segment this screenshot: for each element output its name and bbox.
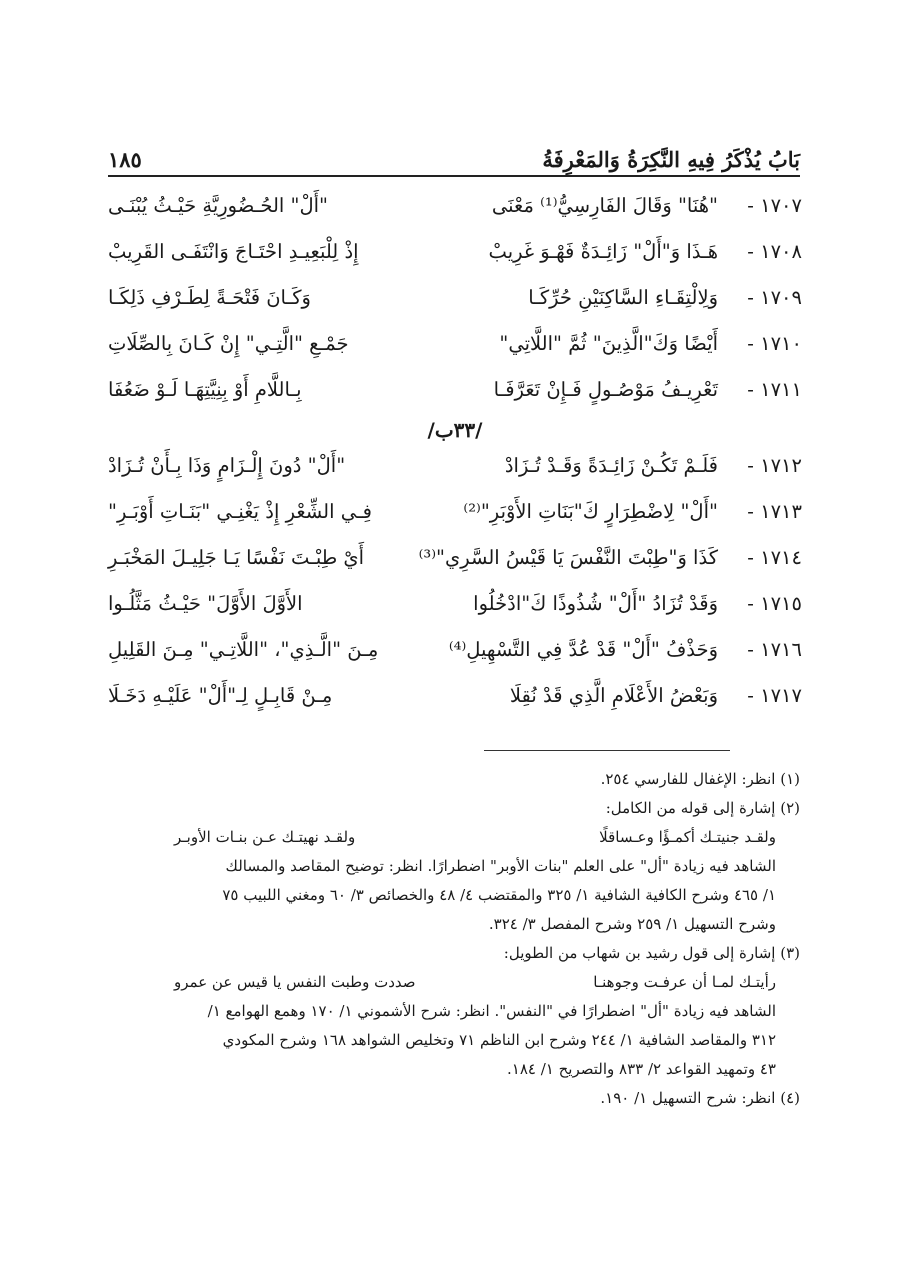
verse-second-hemistich: جَمْـعِ "الَّتِـي" إِنْ كَـانَ بِالصِّلَاتِ [108,331,349,355]
verse-row [108,320,802,366]
verse-first-hemistich: فَلَـمْ تَكُـنْ زَائِـدَةً وَقَـدْ تُـزَادْ [504,453,718,477]
verse-row [108,182,802,228]
footnote-3-line-1: الشاهد فيه زيادة "أل" اضطرارًا في "النفس". انظر: شرح الأشموني ١/ ١٧٠ وهمع الهوامع ١/ [207,1002,776,1020]
verse-second-hemistich: مِـنْ قَابِـلٍ لِـ"أَلْ" عَلَيْـهِ دَخَـلَا [108,683,333,707]
verse-second-hemistich: الأَوَّلَ الأَوَّلَ" حَيْـثُ مَثَّلُـوا [108,591,303,615]
verse-row [108,228,802,274]
verse-number: ١٧٠٩ - [747,285,802,309]
footnote-2-intro: (٢) إشارة إلى قوله من الكامل: [605,799,800,817]
verse-number: ١٧١٢ - [747,453,802,477]
verse-number: ١٧١٣ - [747,499,802,523]
verse-first-hemistich: وَبَعْضُ الأَعْلَامِ الَّذِي قَدْ نُقِلَا [509,683,718,707]
verse-row [108,580,802,626]
footnotes [108,765,800,1113]
verse-second-hemistich: وَكَـانَ فَتْحَـةً لِطَـرْفِ ذَلِكَـا [108,285,311,309]
verse-first-hemistich: أَيْضًا وَكَ"الَّذِينَ" ثُمَّ "اللَّاتِي" [499,331,718,355]
verse-number: ١٧١٦ - [747,637,802,661]
verse-row [108,672,802,718]
footnote-2-line-2: ١/ ٤٦٥ وشرح الكافية الشافية ١/ ٣٢٥ والمقتضب ٤/ ٤٨ والخصائص ٣/ ٦٠ ومغني اللبيب ٧٥ [222,886,776,904]
verse-row [108,488,802,534]
verse-number: ١٧١٥ - [747,591,802,615]
footnote-3-line-3: ٤٣ وتمهيد القواعد ٢/ ٨٣٣ والتصريح ١/ ١٨٤. [507,1060,776,1078]
verse-number: ١٧٠٨ - [747,239,802,263]
verse-first-hemistich: وَقَدْ تُزَادُ "أَلْ" شُذُوذًا كَ"ادْخُلُوا [473,591,718,615]
footnote-3-poem-first: رأيتـك لمـا أن عرفـت وجوهنـا [593,973,776,991]
verse-row [108,626,802,672]
footnote-3-poem-second: صددت وطبت النفس يا قيس عن عمرو [174,973,416,991]
verse-row [108,442,802,488]
footnote-3-poem [108,968,800,997]
verse-first-hemistich: وَلِالْتِقَـاءِ السَّاكِنَيْنِ حُرِّكَـا [528,285,718,309]
verse-number: ١٧٠٧ - [747,193,802,217]
verse-number: ١٧١١ - [747,377,802,401]
verse-first-hemistich: هَـذَا وَ"أَلْ" زَائِـدَةٌ فَهْـوَ غَرِيبْ [488,239,718,263]
verse-second-hemistich: إِذْ لِلْبَعِيـدِ احْتَـاجَ وَانْتَفَـى القَرِيبْ [108,239,359,263]
verse-first-hemistich: وَحَذْفُ "أَلْ" قَدْ عُدَّ فِي التَّسْهِيلِ⁽⁴⁾ [448,637,718,661]
verse-first-hemistich: "أَلْ" لِاضْطِرَارٍ كَ"بَنَاتِ الأَوْبَرِ"⁽²⁾ [463,499,718,523]
verse-second-hemistich: "أَلْ" دُونَ إِلْـزَامٍ وَذَا بِـأَنْ تُـزَادْ [108,453,346,477]
verse-row [108,366,802,412]
running-head [108,132,800,172]
verse-row [108,534,802,580]
verse-row [108,274,802,320]
page-number: ١٨٥ [108,147,142,172]
verse-second-hemistich: فِـي الشِّعْرِ إِذْ يَغْنِـي "بَنَـاتِ أَوْبَـرِ" [108,499,372,523]
footnote-rule [484,750,730,751]
verse-second-hemistich: بِـاللَّامِ أَوْ بِنِيَّتِهَـا لَـوْ ضَعُفَا [108,377,302,401]
verse-number: ١٧١٧ - [747,683,802,707]
verse-first-hemistich: كَذَا وَ"طِبْتَ النَّفْسَ يَا قَيْسُ السَّرِي"⁽³⁾ [418,545,718,569]
footnote-3-line-2: ٣١٢ والمقاصد الشافية ١/ ٢٤٤ وشرح ابن الناظم ٧١ وتخليص الشواهد ١٦٨ وشرح المكودي [222,1031,776,1049]
footnote-3-intro: (٣) إشارة إلى قول رشيد بن شهاب من الطويل: [503,944,800,962]
footnote-4: (٤) انظر: شرح التسهيل ١/ ١٩٠. [600,1089,800,1107]
verse-second-hemistich: "أَلْ" الحُـضُورِيَّةِ حَيْـثُ يُبْنَـى [108,193,329,217]
footnote-2-poem-first: ولقـد جنيتـك أكمـؤًا وعـساقلًا [599,828,776,846]
verse-block-1 [108,182,802,412]
verse-number: ١٧١٤ - [747,545,802,569]
chapter-title: بَابُ يُذْكَرُ فِيهِ النَّكِرَةُ وَالمَعْرِفَةُ [542,147,800,172]
verse-first-hemistich: تَعْرِيـفُ مَوْصُـولٍ فَـإِنْ تَعَرَّفَـا [493,377,718,401]
footnote-2-line-3: وشرح التسهيل ١/ ٢٥٩ وشرح المفصل ٣/ ٣٢٤. [488,915,776,933]
header-rule [108,175,800,177]
verse-second-hemistich: مِـنَ "الَّـذِي"، "اللَّاتِـي" مِـنَ القَلِيلِ [108,637,379,661]
folio-marker: /٣٣ب/ [427,418,483,442]
verse-second-hemistich: أَيْ طِبْـتَ نَفْسًا يَـا جَلِيـلَ المَخْبَـرِ [108,545,365,569]
verse-block-2 [108,442,802,718]
verse-number: ١٧١٠ - [747,331,802,355]
footnote-1: (١) انظر: الإغفال للفارسي ٢٥٤. [600,770,800,788]
footnote-2-poem-second: ولقـد نهيتـك عـن بنـات الأوبـر [174,828,356,846]
footnote-2-line-1: الشاهد فيه زيادة "أل" على العلم "بنات الأوبر" اضطرارًا. انظر: توضيح المقاصد والمسالك [225,857,776,875]
verse-first-hemistich: "هُنَا" وَقَالَ الفَارِسِيُّ⁽¹⁾ مَعْنَى [491,193,718,217]
footnote-2-poem [108,823,800,852]
